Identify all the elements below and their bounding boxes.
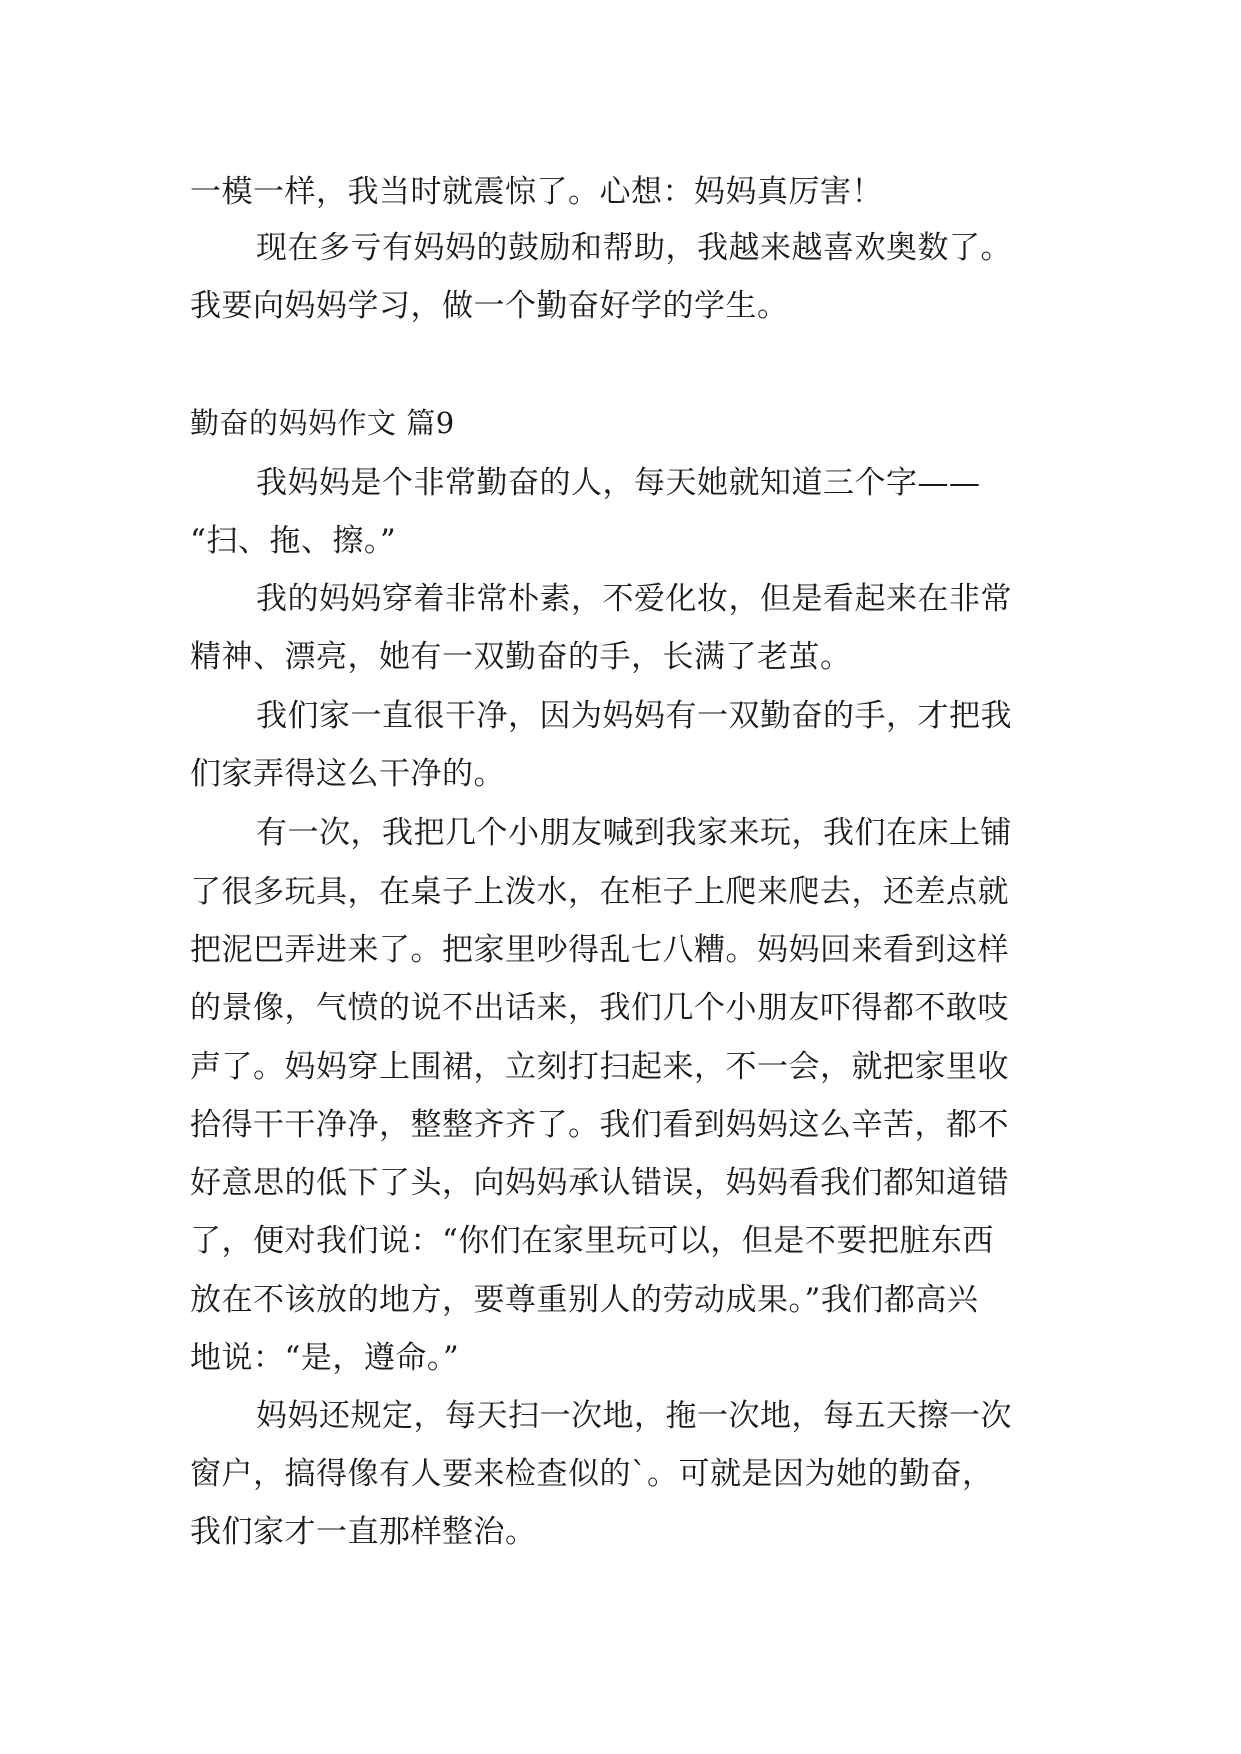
paragraph-line: 窗户，搞得像有人要来检查似的`。可就是因为她的勤奋， — [190, 1456, 994, 1492]
paragraph-line: 放在不该放的地方，要尊重别人的劳动成果。”我们都高兴 — [190, 1282, 979, 1318]
paragraph-line: 现在多亏有妈妈的鼓励和帮助，我越来越喜欢奥数了。 — [256, 230, 1012, 266]
paragraph-line: 的景像，气愤的说不出话来，我们几个小朋友吓得都不敢吱 — [190, 990, 1009, 1026]
paragraph-line: 把泥巴弄进来了。把家里吵得乱七八糟。妈妈回来看到这样 — [190, 932, 1009, 968]
paragraph-line: 声了。妈妈穿上围裙，立刻打扫起来，不一会，就把家里收 — [190, 1049, 1009, 1085]
paragraph-line: 我们家一直很干净，因为妈妈有一双勤奋的手，才把我 — [256, 698, 1012, 734]
paragraph-line: 我妈妈是个非常勤奋的人，每天她就知道三个字—— — [256, 465, 981, 501]
paragraph-line: 了很多玩具，在桌子上泼水，在柜子上爬来爬去，还差点就 — [190, 874, 1009, 910]
paragraph-line: “扫、拖、擦。” — [190, 523, 397, 559]
paragraph-line: 我要向妈妈学习，做一个勤奋好学的学生。 — [190, 288, 789, 324]
paragraph-line: 我们家才一直那样整治。 — [190, 1514, 537, 1550]
paragraph-line: 我的妈妈穿着非常朴素，不爱化妆，但是看起来在非常 — [256, 581, 1012, 617]
paragraph-line: 了，便对我们说：“你们在家里玩可以，但是不要把脏东西 — [190, 1223, 994, 1259]
paragraph-line: 好意思的低下了头，向妈妈承认错误，妈妈看我们都知道错 — [190, 1165, 1009, 1201]
paragraph-line: 妈妈还规定，每天扫一次地，拖一次地，每五天擦一次 — [256, 1398, 1012, 1434]
paragraph-line: 精神、漂亮，她有一双勤奋的手，长满了老茧。 — [190, 639, 852, 675]
paragraph-line: 拾得干干净净，整整齐齐了。我们看到妈妈这么辛苦，都不 — [190, 1107, 1009, 1143]
paragraph-line: 地说：“是，遵命。” — [190, 1340, 460, 1376]
paragraph-line: 一模一样，我当时就震惊了。心想：妈妈真厉害！ — [190, 174, 883, 210]
paragraph-line: 有一次，我把几个小朋友喊到我家来玩，我们在床上铺 — [256, 815, 1012, 851]
section-title: 勤奋的妈妈作文 篇9 — [190, 406, 455, 440]
paragraph-line: 们家弄得这么干净的。 — [190, 756, 505, 792]
